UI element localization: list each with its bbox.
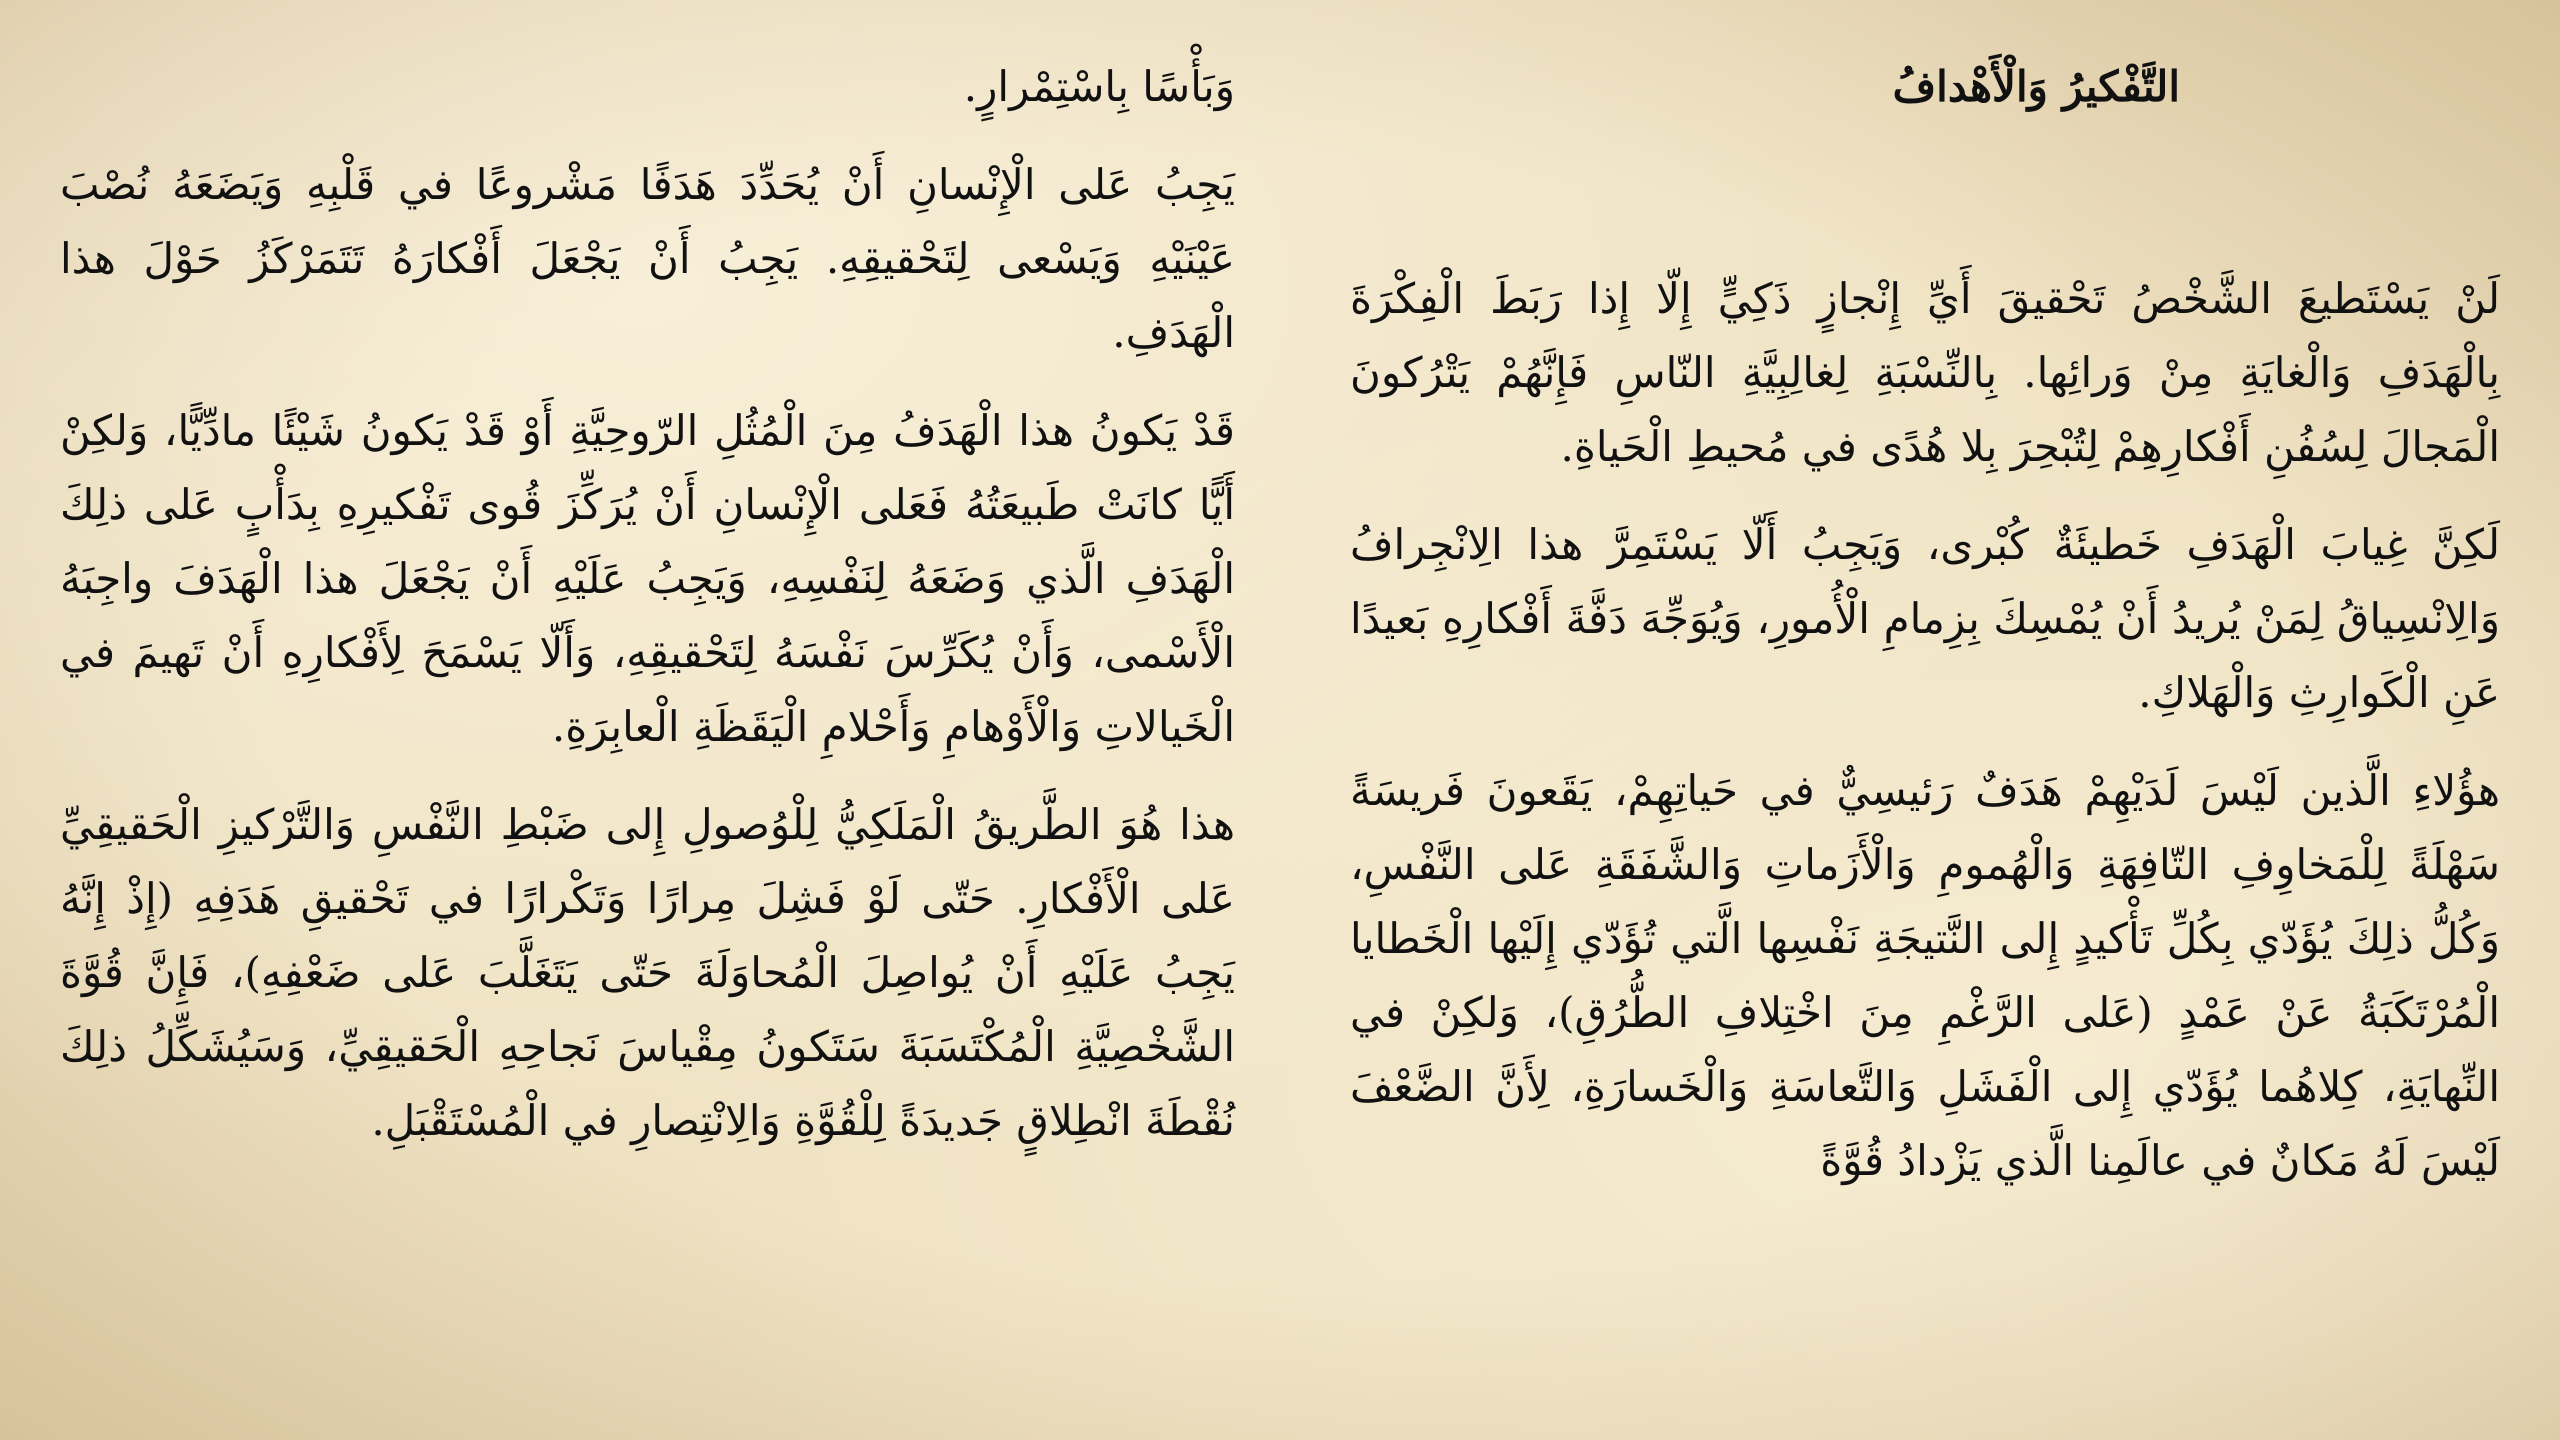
paragraph: لَكِنَّ غِيابَ الْهَدَفِ خَطيئَةٌ كُبْرى، وَيَجِبُ أَلّا يَسْتَمِرَّ هذا الِانْجِرافُ وَالِانْسِياقُ لِمَنْ يُريدُ أَنْ يُمْسِكَ بِزِمامِ الْأُمورِ، وَيُوَجِّهَ دَفَّةَ أَفْكارِهِ بَعيدًا عَنِ الْكَوارِثِ وَالْهَلاكِ.: [1350, 520, 2500, 717]
page-title: التَّفْكيرُ وَالْأَهْدافُ: [1892, 62, 2180, 111]
paragraph: قَدْ يَكونُ هذا الْهَدَفُ مِنَ الْمُثُلِ الرّوحِيَّةِ أَوْ قَدْ يَكونُ شَيْئًا مادِّيًّا، وَلكِنْ أَيًّا كانَتْ طَبيعَتُهُ فَعَلى الْإِنْسانِ أَنْ يُرَكِّزَ قُوى تَفْكيرِهِ بِدَأْبٍ عَلى ذلِكَ الْهَدَفِ الَّذي وَضَعَهُ لِنَفْسِهِ، وَيَجِبُ عَلَيْهِ أَنْ يَجْعَلَ هذا الْهَدَفَ واجِبَهُ الْأَسْمى، وَأَنْ يُكَرِّسَ نَفْسَهُ لِتَحْقيقِهِ، وَأَلّا يَسْمَحَ لِأَفْكارِهِ أَنْ تَهيمَ في الْخَيالاتِ وَالْأَوْهامِ وَأَحْلامِ الْيَقَظَةِ الْعابِرَةِ.: [60, 406, 1235, 751]
paragraph: لَنْ يَسْتَطيعَ الشَّخْصُ تَحْقيقَ أَيِّ إِنْجازٍ ذَكِيٍّ إِلّا إِذا رَبَطَ الْفِكْرَةَ بِالْهَدَفِ وَالْغايَةِ مِنْ وَرائِها. بِالنِّسْبَةِ لِغالِبِيَّةِ النّاسِ فَإِنَّهُمْ يَتْرُكونَ الْمَجالَ لِسُفُنِ أَفْكارِهِمْ لِتُبْحِرَ بِلا هُدًى في مُحيطِ الْحَياةِ.: [1350, 274, 2500, 471]
paragraph: يَجِبُ عَلى الْإِنْسانِ أَنْ يُحَدِّدَ هَدَفًا مَشْروعًا في قَلْبِهِ وَيَضَعَهُ نُصْبَ عَيْنَيْهِ وَيَسْعى لِتَحْقيقِهِ. يَجِبُ أَنْ يَجْعَلَ أَفْكارَهُ تَتَمَرْكَزُ حَوْلَ هذا الْهَدَفِ.: [60, 160, 1235, 357]
paragraph: هذا هُوَ الطَّريقُ الْمَلَكِيُّ لِلْوُصولِ إِلى ضَبْطِ النَّفْسِ وَالتَّرْكيزِ الْحَقيقِيِّ عَلى الْأَفْكارِ. حَتّى لَوْ فَشِلَ مِرارًا وَتَكْرارًا في تَحْقيقِ هَدَفِهِ (إِذْ إِنَّهُ يَجِبُ عَلَيْهِ أَنْ يُواصِلَ الْمُحاوَلَةَ حَتّى يَتَغَلَّبَ عَلى ضَعْفِهِ)، فَإِنَّ قُوَّةَ الشَّخْصِيَّةِ الْمُكْتَسَبَةَ سَتَكونُ مِقْياسَ نَجاحِهِ الْحَقيقِيِّ، وَسَيُشَكِّلُ ذلِكَ نُقْطَةَ انْطِلاقٍ جَديدَةً لِلْقُوَّةِ وَالِانْتِصارِ في الْمُسْتَقْبَلِ.: [60, 800, 1235, 1145]
paragraph: هؤُلاءِ الَّذين لَيْسَ لَدَيْهِمْ هَدَفٌ رَئيسِيٌّ في حَياتِهِمْ، يَقَعونَ فَريسَةً سَهْلَةً لِلْمَخاوِفِ التّافِهَةِ وَالْهُمومِ وَالْأَزَماتِ وَالشَّفَقَةِ عَلى النَّفْسِ، وَكُلُّ ذلِكَ يُؤَدّي بِكُلِّ تَأْكيدٍ إِلى النَّتيجَةِ نَفْسِها الَّتي تُؤَدّي إِلَيْها الْخَطايا الْمُرْتَكَبَةُ عَنْ عَمْدٍ (عَلى الرَّغْمِ مِنَ اخْتِلافِ الطُّرُقِ)، وَلكِنْ في النِّهايَةِ، كِلاهُما يُؤَدّي إِلى الْفَشَلِ وَالتَّعاسَةِ وَالْخَسارَةِ، لِأَنَّ الضَّعْفَ لَيْسَ لَهُ مَكانٌ في عالَمِنا الَّذي يَزْدادُ قُوَّةً: [1350, 766, 2500, 1185]
right-column: [1350, 50, 2500, 1198]
left-column: [60, 50, 1235, 1158]
carryover-line: وَبَأْسًا بِاسْتِمْرارٍ.: [963, 62, 1235, 111]
